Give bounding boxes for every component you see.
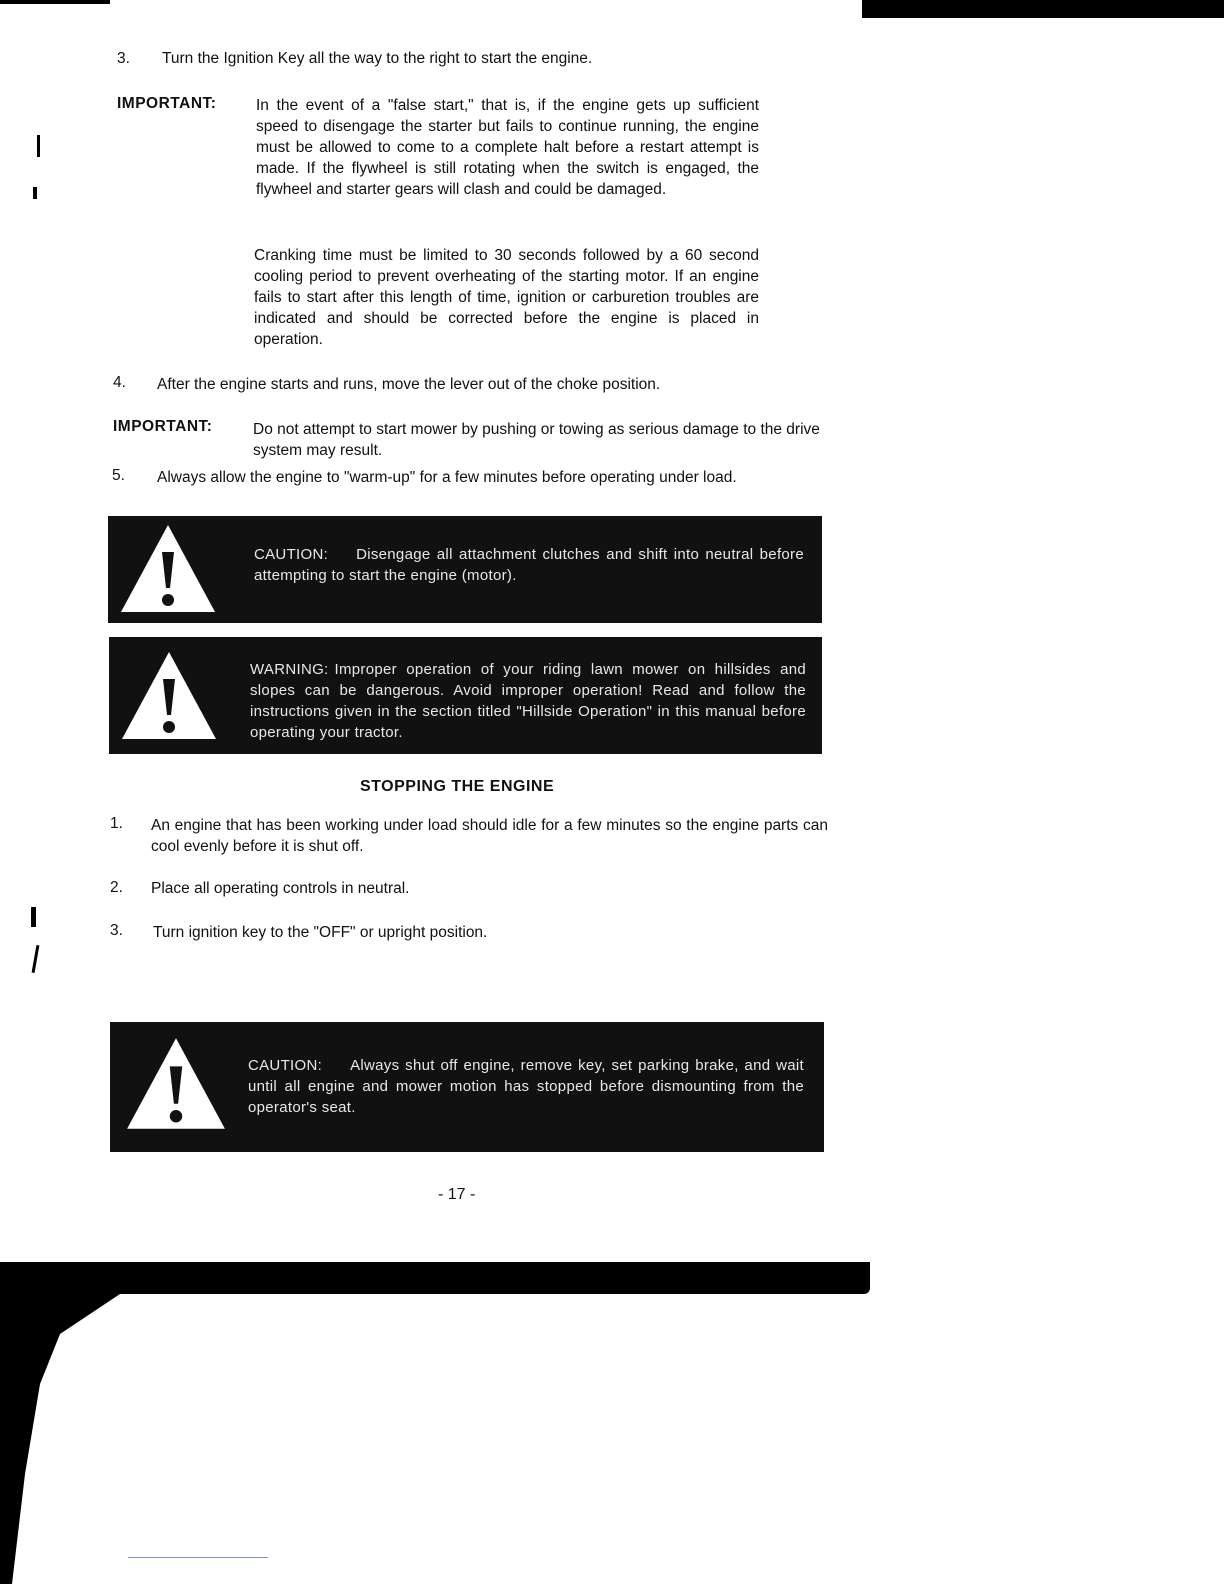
warning-box-hillside bbox=[109, 637, 822, 754]
step-4-text: After the engine starts and runs, move the lever out of the choke position. bbox=[157, 376, 661, 393]
important-label: IMPORTANT: bbox=[117, 95, 217, 112]
warning-triangle-icon bbox=[124, 1034, 228, 1134]
step-3-text: Turn the Ignition Key all the way to the right to start the engine. bbox=[162, 50, 593, 67]
step-5-number: 5. bbox=[112, 467, 125, 484]
scan-mark-1 bbox=[37, 135, 40, 157]
caution-message bbox=[254, 544, 804, 586]
warning-label: WARNING: bbox=[250, 661, 329, 678]
stop-step-3-text: Turn ignition key to the "OFF" or upright position. bbox=[153, 924, 488, 941]
caution-label: CAUTION: bbox=[248, 1057, 323, 1074]
scan-edge-top-left bbox=[0, 0, 110, 4]
scan-edge-top-right bbox=[862, 0, 1224, 18]
step-3-number: 3. bbox=[117, 50, 130, 67]
scan-mark-3 bbox=[31, 907, 36, 927]
stop-step-3-number: 3. bbox=[110, 922, 123, 939]
caution-text: Disengage all attachment clutches and shift into neutral before attempting to start the engine (motor). bbox=[254, 546, 804, 584]
scan-mark-4 bbox=[32, 945, 40, 973]
important-false-start-paragraph: In the event of a "false start," that is, if the engine gets up sufficient speed to disengage the starter but fails to continue running, the engine must be allowed to come to a complete halt before a restart attempt is made. If the flywheel is still rotating when the switch is engaged, the flywheel and starter gears will clash and could be damaged. bbox=[256, 97, 759, 198]
caution-label: CAUTION: bbox=[254, 546, 329, 563]
warning-triangle-icon bbox=[118, 522, 218, 616]
warning-triangle-icon bbox=[119, 649, 219, 743]
stop-step-2-number: 2. bbox=[110, 879, 123, 896]
warning-text: Improper operation of your riding lawn mower on hillsides and slopes can be dangerous. Avoid improper operation! Read and follow the instructions given in the section titled "Hillside Operation" in this manual before operating your tractor. bbox=[250, 661, 806, 741]
scan-corner-shadow bbox=[0, 1294, 120, 1584]
scan-mark-2 bbox=[33, 187, 37, 199]
caution-message bbox=[248, 1055, 804, 1118]
page-number: - 17 - bbox=[438, 1186, 476, 1203]
important-no-push-text: Do not attempt to start mower by pushing or towing as serious damage to the drive system may result. bbox=[253, 421, 820, 459]
scan-bottom-bar bbox=[0, 1262, 870, 1294]
stop-step-2-text: Place all operating controls in neutral. bbox=[151, 880, 410, 897]
step-4-number: 4. bbox=[113, 374, 126, 391]
warning-message bbox=[250, 659, 806, 743]
caution-box-start bbox=[108, 516, 822, 623]
step-5-text: Always allow the engine to "warm-up" for a few minutes before operating under load. bbox=[157, 469, 737, 486]
important-cranking-paragraph: Cranking time must be limited to 30 seconds followed by a 60 second cooling period to prevent overheating of the starting motor. If an engine fails to start after this length of time, ignition or carburetion troubles are indicated and should be corrected before the engine is placed in operation. bbox=[254, 247, 759, 348]
important-label: IMPORTANT: bbox=[113, 418, 213, 435]
scan-underline bbox=[128, 1557, 268, 1558]
section-heading: STOPPING THE ENGINE bbox=[360, 778, 555, 795]
caution-box-dismount bbox=[110, 1022, 824, 1152]
caution-text: Always shut off engine, remove key, set parking brake, and wait until all engine and mower motion has stopped before dismounting from the operator's seat. bbox=[248, 1057, 804, 1116]
stop-step-1-number: 1. bbox=[110, 815, 123, 832]
stop-step-1-text: An engine that has been working under load should idle for a few minutes so the engine parts can cool evenly before it is shut off. bbox=[151, 817, 828, 855]
